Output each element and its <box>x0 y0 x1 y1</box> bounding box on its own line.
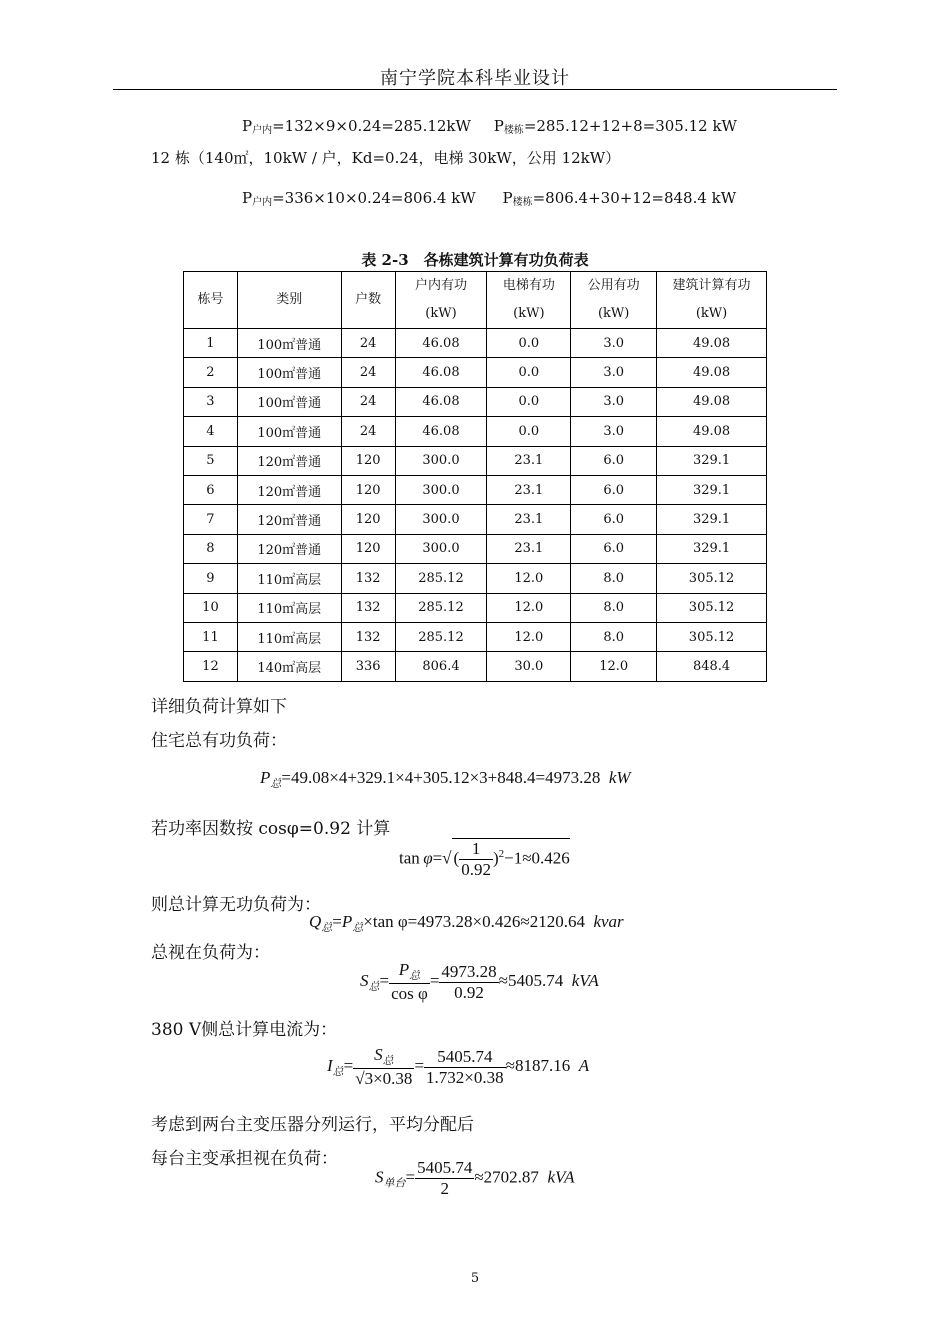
table-cell: 2 <box>184 358 238 387</box>
detail-intro: 详细负荷计算如下 <box>151 697 287 717</box>
calc-bldg12-hunei: =336×10×0.24=806.4 kW <box>272 189 476 207</box>
table-cell: 120 <box>341 534 395 563</box>
reactive-label: 则总计算无功负荷为： <box>151 895 321 915</box>
table-body <box>184 329 767 682</box>
table-cell: 24 <box>341 329 395 358</box>
equation-tan: tan φ=√ ( $\frac{1}{0.92}$ )$^2$−1≈0.426 <box>399 839 570 879</box>
table-cell: 806.4 <box>395 652 487 681</box>
table-cell: 305.12 <box>657 593 767 622</box>
table-cell: 12 <box>184 652 238 681</box>
table-cell: 23.1 <box>487 505 571 534</box>
table-row <box>184 387 767 416</box>
apparent-label: 总视在负荷为： <box>151 943 270 963</box>
table-header-cell: 公用有功 (kW) <box>571 272 657 329</box>
total-active-label: 住宅总有功负荷： <box>151 731 287 751</box>
table-cell: 140㎡高层 <box>237 652 341 681</box>
table-cell: 30.0 <box>487 652 571 681</box>
header-rule <box>113 89 837 90</box>
per-transformer-label: 每台主变承担视在负荷： <box>151 1149 338 1169</box>
equation-p-total: $P_总=49.08\times 4+329.1\times 4+305.12\times 3+848.4=4973.28$ kW <box>260 768 631 790</box>
table-cell: 12.0 <box>487 593 571 622</box>
subscript-hunei: 户内 <box>252 197 273 208</box>
table-row <box>184 417 767 446</box>
table-cell: 46.08 <box>395 417 487 446</box>
table-cell: 9 <box>184 564 238 593</box>
table-cell: 3.0 <box>571 329 657 358</box>
table-row <box>184 505 767 534</box>
table-header-cell: 类别 <box>237 272 341 329</box>
table-cell: 100㎡普通 <box>237 329 341 358</box>
table-row <box>184 622 767 651</box>
calc-line-bldg11: $P_{户内}=132\times 9\times 0.24=285.12kW$ $P_{楼栋}=285.12+12+8=305.12$ kW <box>242 117 737 136</box>
table-cell: 285.12 <box>395 593 487 622</box>
subscript-loudong: 楼栋 <box>512 197 533 208</box>
table-cell: 24 <box>341 387 395 416</box>
table-cell: 120㎡普通 <box>237 446 341 475</box>
table-cell: 329.1 <box>657 446 767 475</box>
table-cell: 49.08 <box>657 329 767 358</box>
table-cell: 10 <box>184 593 238 622</box>
table-cell: 120㎡普通 <box>237 534 341 563</box>
table-cell: 300.0 <box>395 534 487 563</box>
table-cell: 23.1 <box>487 446 571 475</box>
table-cell: 5 <box>184 446 238 475</box>
table-cell: 24 <box>341 358 395 387</box>
table-cell: 8.0 <box>571 593 657 622</box>
page-number: 5 <box>470 1271 480 1286</box>
table-cell: 49.08 <box>657 417 767 446</box>
table-cell: 305.12 <box>657 622 767 651</box>
table-header-cell: 栋号 <box>184 272 238 329</box>
table-row <box>184 652 767 681</box>
table-cell: 100㎡普通 <box>237 387 341 416</box>
table-caption: 表 2-3 各栋建筑计算有功负荷表 <box>361 251 589 269</box>
equation-i-total: $I_总=$ $\frac{S_总}{√3\times 0.38}$ = $\frac{5405.74}{1.732\times 0.38}$ ≈8187.16 A <box>327 1045 590 1087</box>
table-cell: 46.08 <box>395 329 487 358</box>
table-cell: 12.0 <box>571 652 657 681</box>
table-cell: 132 <box>341 564 395 593</box>
table-cell: 8.0 <box>571 564 657 593</box>
table-cell: 0.0 <box>487 417 571 446</box>
table-cell: 12.0 <box>487 622 571 651</box>
table-cell: 110㎡高层 <box>237 564 341 593</box>
table-header-cell: 建筑计算有功 (kW) <box>657 272 767 329</box>
table-cell: 49.08 <box>657 387 767 416</box>
table-cell: 120 <box>341 475 395 504</box>
current-label: 380 V侧总计算电流为： <box>151 1020 338 1040</box>
table-cell: 3.0 <box>571 417 657 446</box>
table-cell: 120 <box>341 446 395 475</box>
calc-bldg11-hunei: =132×9×0.24=285.12kW <box>272 117 471 135</box>
table-cell: 6.0 <box>571 446 657 475</box>
subscript-hunei: 户内 <box>252 125 273 136</box>
table-cell: 3.0 <box>571 358 657 387</box>
table-cell: 329.1 <box>657 505 767 534</box>
calc-line-bldg12: $P_{户内}=336\times 10\times 0.24=806.4$ kW $P_{楼栋}=806.4+30+12=848.4$ kW <box>242 189 737 208</box>
calc-bldg12-loudong: =806.4+30+12=848.4 kW <box>532 189 737 207</box>
table-cell: 12.0 <box>487 564 571 593</box>
table-cell: 110㎡高层 <box>237 622 341 651</box>
two-transformers-text: 考虑到两台主变压器分列运行，平均分配后 <box>151 1115 474 1135</box>
table-cell: 11 <box>184 622 238 651</box>
table-row <box>184 329 767 358</box>
table-header-cell: 电梯有功 (kW) <box>487 272 571 329</box>
table-cell: 132 <box>341 593 395 622</box>
table-cell: 848.4 <box>657 652 767 681</box>
equation-q-total: $Q_总=P_总\times\tan$ φ=4973.28×0.426≈2120.64 kvar <box>309 912 624 934</box>
table-cell: 285.12 <box>395 622 487 651</box>
subscript-loudong: 楼栋 <box>503 125 524 136</box>
table-cell: 120㎡普通 <box>237 505 341 534</box>
table-cell: 6.0 <box>571 505 657 534</box>
table-cell: 46.08 <box>395 358 487 387</box>
table-cell: 7 <box>184 505 238 534</box>
equation-s-total: $S_总=$ $\frac{P_总}{\text{cos φ}}$ = $\frac{4973.28}{0.92}$ ≈5405.74 kVA <box>360 960 599 1003</box>
table-cell: 23.1 <box>487 475 571 504</box>
load-table <box>183 271 767 682</box>
table-row <box>184 446 767 475</box>
equation-s-single: $S_{单台}=$ $\frac{5405.74}{2}$ ≈2702.87 kVA <box>375 1158 575 1198</box>
table-cell: 305.12 <box>657 564 767 593</box>
table-cell: 329.1 <box>657 475 767 504</box>
table-cell: 46.08 <box>395 387 487 416</box>
table-cell: 23.1 <box>487 534 571 563</box>
table-cell: 0.0 <box>487 329 571 358</box>
table-cell: 329.1 <box>657 534 767 563</box>
table-cell: 8.0 <box>571 622 657 651</box>
table-row <box>184 534 767 563</box>
table-cell: 100㎡普通 <box>237 417 341 446</box>
table-cell: 336 <box>341 652 395 681</box>
table-cell: 110㎡高层 <box>237 593 341 622</box>
calc-bldg11-loudong: =285.12+12+8=305.12 kW <box>523 117 737 135</box>
table-cell: 0.0 <box>487 387 571 416</box>
power-factor-label: 若功率因数按 cosφ=0.92 计算 <box>151 819 391 839</box>
table-cell: 6.0 <box>571 534 657 563</box>
table-header-row <box>184 272 767 329</box>
table-cell: 300.0 <box>395 446 487 475</box>
table-cell: 49.08 <box>657 358 767 387</box>
table-row <box>184 593 767 622</box>
table-header-cell: 户内有功 (kW) <box>395 272 487 329</box>
table-cell: 300.0 <box>395 505 487 534</box>
table-cell: 100㎡普通 <box>237 358 341 387</box>
table-cell: 4 <box>184 417 238 446</box>
table-cell: 120 <box>341 505 395 534</box>
table-cell: 285.12 <box>395 564 487 593</box>
calc-line-bldg12-desc: 12 栋（140㎡，10kW / 户，Kd=0.24，电梯 30kW，公用 12kW） <box>151 149 621 167</box>
table-header-cell: 户数 <box>341 272 395 329</box>
table-row <box>184 564 767 593</box>
table-cell: 24 <box>341 417 395 446</box>
table-cell: 6.0 <box>571 475 657 504</box>
table-cell: 300.0 <box>395 475 487 504</box>
table-cell: 1 <box>184 329 238 358</box>
table-cell: 3 <box>184 387 238 416</box>
page-header-title: 南宁学院本科毕业设计 <box>380 68 570 89</box>
table-cell: 8 <box>184 534 238 563</box>
table-cell: 6 <box>184 475 238 504</box>
table-cell: 120㎡普通 <box>237 475 341 504</box>
table-cell: 0.0 <box>487 358 571 387</box>
table-row <box>184 358 767 387</box>
table-row <box>184 475 767 504</box>
table-cell: 132 <box>341 622 395 651</box>
table-cell: 3.0 <box>571 387 657 416</box>
